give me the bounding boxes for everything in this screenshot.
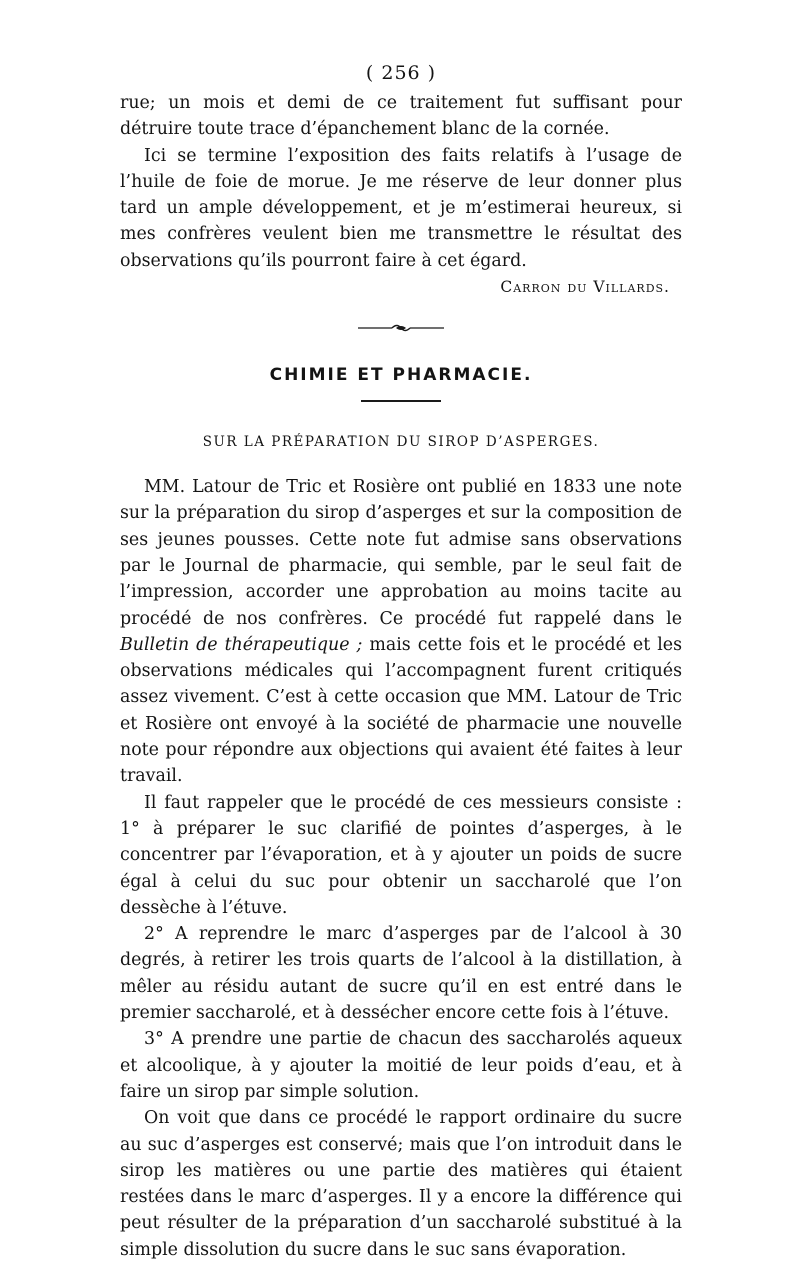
- author-signature: Carron du Villards.: [500, 278, 670, 297]
- ornament-divider-icon: [356, 322, 446, 334]
- article-paragraph-5: On voit que dans ce procédé le rapport ordinaire du sucre au suc d’asperges est conservé; mais que l’on introduit dans le sirop les matières ou une partie des matières qui étaient restées dans le marc d’asperges. Il y a encore la différence qui peut résulter de la préparation d’un saccharolé substitué à la simple dissolution du sucre dans le suc sans évaporation.: [120, 1108, 682, 1260]
- article-paragraph-3: 2° A reprendre le marc d’asperges par de l’alcool à 30 degrés, à retirer les trois quarts de l’alcool à la distillation, à mêler au résidu autant de sucre qu’il en est entré dans le premier saccharolé, et à dessécher encore cette fois à l’étuve.: [120, 924, 682, 1024]
- page-number: ( 256 ): [365, 62, 437, 84]
- article-paragraph-1: [120, 474, 682, 790]
- article-paragraph-4: 3° A prendre une partie de chacun des saccharolés aqueux et alcoolique, à y ajouter la moitié de leur poids d’eau, et à faire un sirop par simple solution.: [120, 1029, 682, 1102]
- article-title: SUR LA PRÉPARATION DU SIROP D’ASPERGES.: [202, 434, 600, 451]
- journal-title-italic: Bulletin de thérapeutique ;: [120, 634, 363, 655]
- book-page: [120, 58, 682, 1263]
- intro-paragraph-2: Ici se termine l’exposition des faits relatifs à l’usage de l’huile de foie de morue. Je me réserve de leur donner plus tard un ample développement, et je m’estimerai heureux, si mes confrères veulent bien me transmettre le résultat des observations qu’ils pourront faire à cet égard.: [120, 145, 682, 271]
- article-paragraph-2: Il faut rappeler que le procédé de ces messieurs consiste : 1° à préparer le suc clarifié de pointes d’asperges, à le concentrer par l’évaporation, et à y ajouter un poids de sucre égal à celui du suc pour obtenir un saccharolé que l’on dessèche à l’étuve.: [120, 792, 682, 918]
- article-paragraph-1-text-a: MM. Latour de Tric et Rosière ont publié en 1833 une note sur la préparation du sirop d’asperges et sur la composition de ses jeunes pousses. Cette note fut admise sans observations par le Journal de pharmacie, qui semble, par le seul fait de l’impression, accorder une approbation au moins tacite au procédé de nos confrères. Ce procédé fut rappelé dans le: [120, 477, 682, 629]
- section-title: CHIMIE ET PHARMACIE.: [269, 365, 533, 386]
- article-paragraph-1-text-b: mais cette fois et le procédé et les observations médicales qui l’accompagnent furent critiqués assez vivement. C’est à cette occasion que MM. Latour de Tric et Rosière ont envoyé à la société de pharmacie une nouvelle note pour répondre aux objections qui avaient été faites à leur travail.: [120, 634, 682, 787]
- intro-paragraph-1: rue; un mois et demi de ce traitement fut suffisant pour détruire toute trace d’épanchement blanc de la cornée.: [120, 93, 682, 140]
- section-rule: [361, 400, 441, 402]
